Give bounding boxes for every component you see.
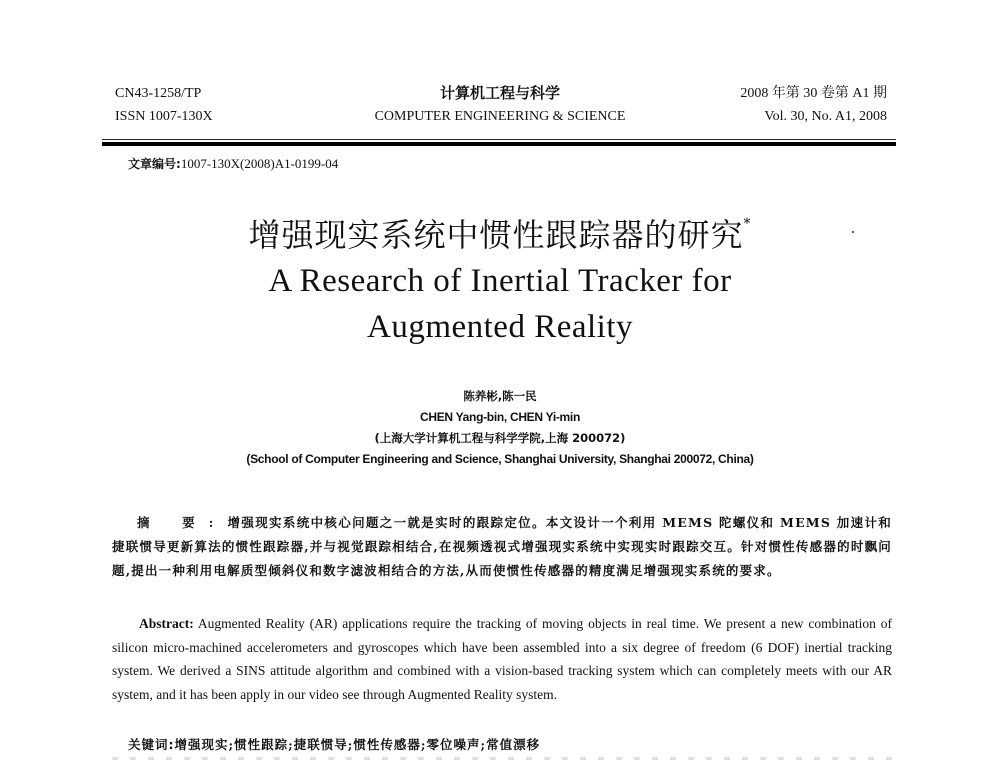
title-en: [0, 258, 1000, 350]
affiliation-cn: (上海大学计算机工程与科学学院,上海 200072): [374, 431, 626, 445]
footnote-marker: *: [743, 216, 752, 232]
abstract-en-text: Augmented Reality (AR) applications require the tracking of moving objects in real time. We present a new combination of silicon micro-machined accelerometers and gyroscopes which have been assembled into a six degree of freedom (6 DOF) inertial tracking system. We derived a SINS attitude algorithm and combined with a vision-based tracking system which can completely meets with our AR system, and it has been apply in our video see through Augmented Reality system.: [112, 616, 892, 702]
authors-cn: 陈养彬,陈一民: [463, 389, 537, 403]
keywords: [128, 735, 898, 753]
header-rule-thin: [102, 139, 896, 140]
title-cn-text: 增强现实系统中惯性跟踪器的研究: [248, 216, 744, 254]
article-number: [128, 155, 338, 172]
abstract-cn-text: 增强现实系统中核心问题之一就是实时的跟踪定位。本文设计一个利用 MEMS 陀螺仪和 MEMS 加速计和捷联惯导更新算法的惯性跟踪器,并与视觉跟踪相结合,在视频透视式增强现实系统中实现实时跟踪交互。针对惯性传感器的时飘问题,提出一种利用电解质型倾斜仪和数字滤波相结合的方法,从而使惯性传感器的精度满足增强现实系统的要求。: [112, 515, 892, 578]
journal-name-cn: 计算机工程与科学: [439, 84, 560, 102]
title-en-line2: Augmented Reality: [366, 309, 634, 345]
journal-name-en: COMPUTER ENGINEERING & SCIENCE: [374, 109, 626, 124]
abstract-en: [112, 612, 892, 706]
issue-info: [740, 82, 887, 128]
keywords-label: 关键词:: [128, 737, 175, 752]
keywords-text: 增强现实;惯性跟踪;捷联惯导;惯性传感器;零位噪声;常值漂移: [174, 737, 541, 752]
scan-speck: [852, 231, 854, 233]
authors-en: CHEN Yang-bin, CHEN Yi-min: [420, 410, 580, 424]
article-number-label: 文章编号:: [128, 157, 181, 171]
article-number-value: 1007-130X(2008)A1-0199-04: [180, 156, 339, 171]
title-en-line1: A Research of Inertial Tracker for: [268, 263, 732, 299]
issue-en: Vol. 30, No. A1, 2008: [764, 109, 887, 124]
title-cn: [0, 210, 1000, 256]
header-rule-thick: [102, 142, 896, 146]
issue-cn: 2008 年第 30 卷第 A1 期: [740, 86, 887, 101]
abstract-cn: [112, 511, 892, 583]
cn-code: CN43-1258/TP: [115, 86, 202, 101]
authors-block: [0, 386, 1000, 470]
abstract-cn-label: 摘 要:: [137, 515, 228, 530]
abstract-en-label: Abstract:: [139, 616, 194, 631]
affiliation-en: (School of Computer Engineering and Science, Shanghai University, Shanghai 200072, China): [246, 452, 754, 466]
issn: ISSN 1007-130X: [115, 109, 213, 124]
